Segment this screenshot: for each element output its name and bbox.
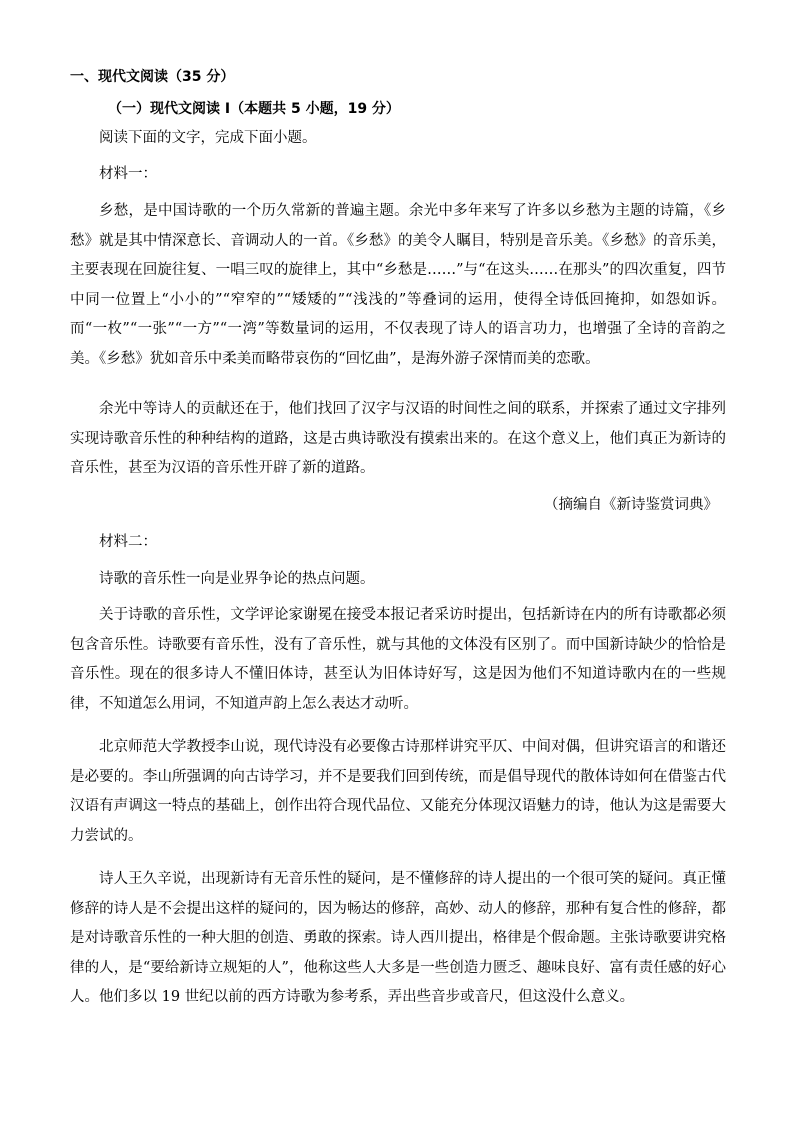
material1-paragraph-2: 余光中等诗人的贡献还在于，他们找回了汉字与汉语的时间性之间的联系，并探索了通过文字排列实现诗歌音乐性的种种结构的道路，这是古典诗歌没有摸索出来的。在这个意义上，他们真正为新诗的音乐性，甚至为汉语的音乐性开辟了新的道路。 [70, 401, 726, 476]
instruction-text: 阅读下面的文字，完成下面小题。 [99, 130, 317, 146]
sub-heading: （一）现代文阅读 I（本题共 5 小题，19 分） [108, 101, 400, 117]
material2-paragraph-4: 诗人王久辛说，出现新诗有无音乐性的疑问，是不懂修辞的诗人提出的一个很可笑的疑问。真正懂修辞的诗人是不会提出这样的疑问的，因为畅达的修辞，高妙、动人的修辞，那种有复合性的修辞，都是对诗歌音乐性的一种大胆的创造、勇敢的探索。诗人西川提出，格律是个假命题。主张诗歌要讲究格律的人，是“要给新诗立规矩的人”，他称这些人大多是一些创造力匮乏、趣味良好、富有责任感的好心人。他们多以 19 世纪以前的西方诗歌为参考系，弄出些音步或音尺，但这没什么意义。 [70, 871, 726, 1005]
material2-paragraph-1: 诗歌的音乐性一向是业界争论的热点问题。 [99, 571, 375, 587]
material1-label: 材料一： [99, 166, 157, 182]
material2-paragraph-3: 北京师范大学教授李山说，现代诗没有必要像古诗那样讲究平仄、中间对偶，但讲究语言的和谐还是必要的。李山所强调的向古诗学习，并不是要我们回到传统，而是倡导现代的散体诗如何在借鉴古代汉语有声调这一特点的基础上，创作出符合现代品位、又能充分体现汉语魅力的诗，他认为这是需要大力尝试的。 [70, 739, 726, 844]
material2-label: 材料二： [99, 534, 157, 550]
section-heading: 一、现代文阅读（35 分） [70, 69, 235, 85]
material2-paragraph-2: 关于诗歌的音乐性，文学评论家谢冕在接受本报记者采访时提出，包括新诗在内的所有诗歌都必须包含音乐性。诗歌要有音乐性，没有了音乐性，就与其他的文体没有区别了。而中国新诗缺少的恰恰是音乐性。现在的很多诗人不懂旧体诗，甚至认为旧体诗好写，这是因为他们不知道诗歌内在的一些规律，不知道怎么用词，不知道声韵上怎么表达才动听。 [70, 607, 726, 712]
material1-paragraph-1: 乡愁，是中国诗歌的一个历久常新的普遍主题。余光中多年来写了许多以乡愁为主题的诗篇，《乡愁》就是其中情深意长、音调动人的一首。《乡愁》的美令人瞩目，特别是音乐美。《乡愁》的音乐美，主要表现在回旋往复、一唱三叹的旋律上，其中“乡愁是……”与“在这头……在那头”的四次重复，四节中同一位置上“小小的”“窄窄的”“矮矮的”“浅浅的”等叠词的运用，使得全诗低回掩抑，如怨如诉。而“一枚”“一张”“一方”“一湾”等数量词的运用，不仅表现了诗人的语言功力，也增强了全诗的音韵之美。《乡愁》犹如音乐中柔美而略带哀伤的“回忆曲”，是海外游子深情而美的恋歌。 [70, 203, 726, 367]
material1-source: （摘编自《新诗鉴赏词典》 [544, 497, 718, 513]
